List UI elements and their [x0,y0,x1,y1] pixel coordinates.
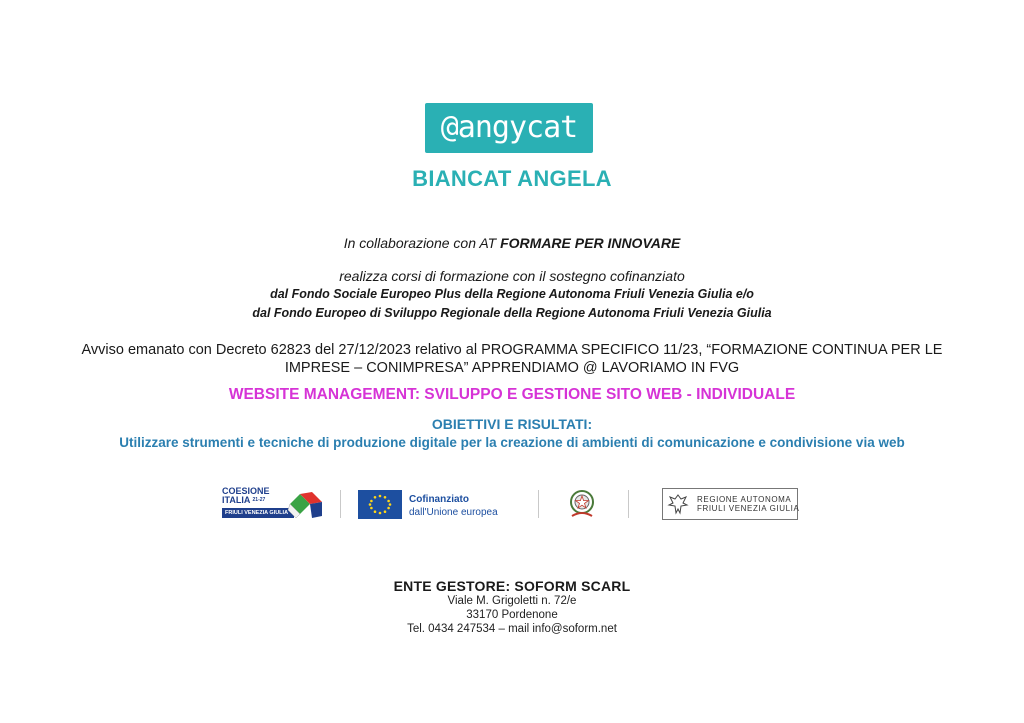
collaboration-line [0,235,1024,251]
eu-cofinanziato: Cofinanziato [409,494,469,505]
coesione-years: 21-27 [252,497,266,503]
objectives-heading: OBIETTIVI E RISULTATI: [431,416,593,432]
ente-gestore: ENTE GESTORE: SOFORM SCARL [393,578,631,594]
regione-text [697,495,799,513]
eu-cofinanced-logo [358,488,518,520]
logo-divider [340,490,341,518]
collaboration-partner: FORMARE PER INNOVARE [500,235,681,251]
funding-logos-row [0,482,1024,526]
avviso-text [60,341,964,377]
regione-line-1: REGIONE AUTONOMA [697,495,792,504]
regione-fvg-logo [662,488,798,520]
organization-name: BIANCAT ANGELA [412,166,612,191]
objectives-text: Utilizzare strumenti e tecniche di produzione digitale per la creazione di ambienti di comunicazione e condivisione via web [119,435,905,450]
fund-line-fesr: dal Fondo Europeo di Sviluppo Regionale della Regione Autonoma Friuli Venezia Giulia [252,306,772,320]
regione-eagle-icon [667,492,689,516]
coesione-label: COESIONE [222,486,270,496]
coesione-italia-word: ITALIA [222,495,250,505]
fund-line-fse: dal Fondo Sociale Europeo Plus della Regione Autonoma Friuli Venezia Giulia e/o [270,287,754,301]
contact-info: Tel. 0434 247534 – mail info@soform.net [407,623,617,635]
logo-text: @angycat [440,110,578,145]
coesione-region-band [222,508,294,518]
address-city: 33170 Pordenone [466,609,558,621]
avviso-line-1: Avviso emanato con Decreto 62823 del 27/12/2023 relativo al PROGRAMMA SPECIFICO 11/23, “FORMAZIONE CONTINUA PER LE [81,342,943,358]
eu-union: dall'Unione europea [409,507,498,518]
coesione-region-label: FRIULI VENEZIA GIULIA [225,510,289,516]
angycat-logo [425,103,593,153]
eu-text [409,493,498,519]
logo-divider [628,490,629,518]
course-title: WEBSITE MANAGEMENT: SVILUPPO E GESTIONE SITO WEB - INDIVIDUALE [228,386,796,403]
italian-republic-emblem-icon [568,486,596,522]
address-street: Viale M. Grigoletti n. 72/e [447,595,577,607]
coesione-italia-logo [222,486,330,522]
eu-flag-icon [358,490,402,519]
logo-divider [538,490,539,518]
avviso-line-2: IMPRESE – CONIMPRESA” APPRENDIAMO @ LAVORIAMO IN FVG [284,360,740,376]
support-line: realizza corsi di formazione con il sostegno cofinanziato [339,268,685,284]
coesione-italia-label [222,496,265,505]
collaboration-prefix: In collaborazione con AT [343,235,501,251]
coesione-arrow-icon [286,490,326,520]
regione-line-2: FRIULI VENEZIA GIULIA [697,504,800,513]
